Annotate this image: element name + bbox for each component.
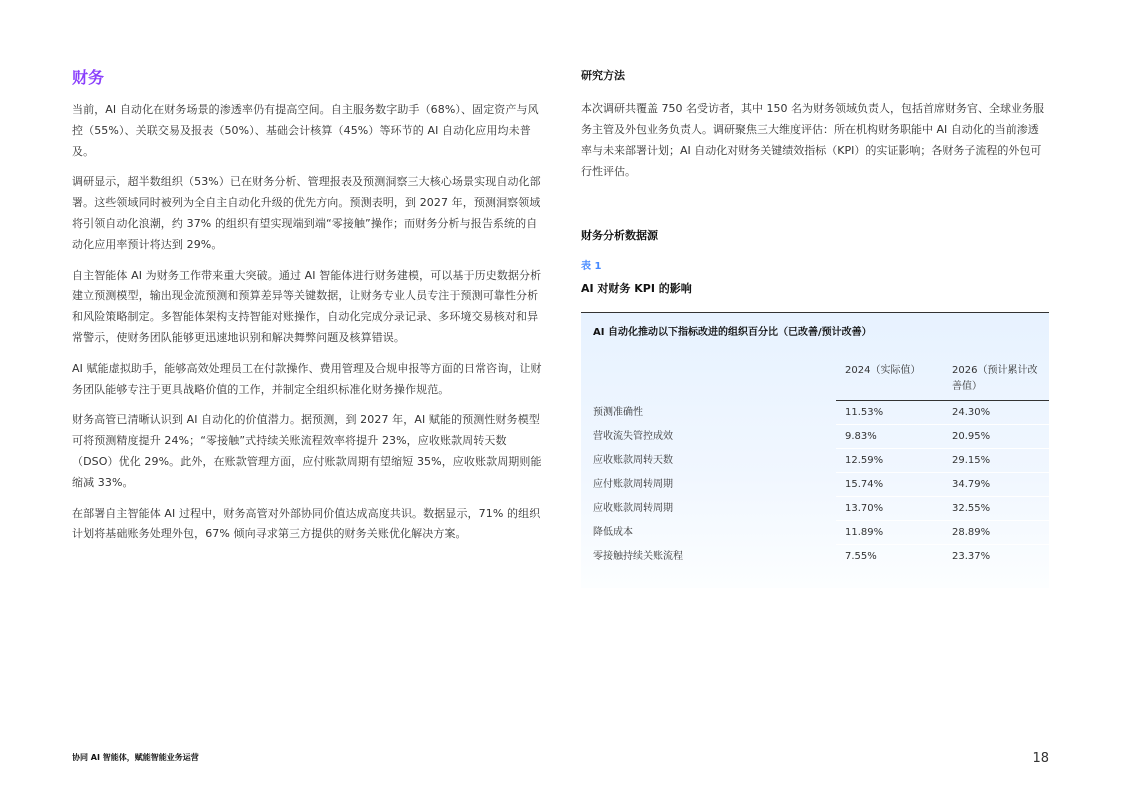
paragraph-1: 当前，AI 自动化在财务场景的渗透率仍有提高空间。自主服务数字助手（68%）、固定资产与风控（55%）、关联交易及报表（50%）、基础会计核算（45%）等环节的 AI 自动化应用均未普及。 bbox=[72, 103, 539, 158]
value-2024: 12.59% bbox=[845, 455, 884, 466]
column-header-2026: 2026（预计累计改善值） bbox=[952, 365, 1038, 392]
sidebar-column bbox=[581, 66, 1049, 588]
footer-title: 协同 AI 智能体，赋能智能业务运营 bbox=[72, 753, 199, 762]
section-title: 财务 bbox=[72, 68, 105, 87]
row-label: 预测准确性 bbox=[593, 407, 643, 418]
value-2024: 9.83% bbox=[845, 431, 877, 442]
row-label: 应收账款周转周期 bbox=[593, 503, 673, 514]
row-label: 零接触持续关账流程 bbox=[593, 551, 683, 562]
finance-section bbox=[72, 66, 542, 555]
method-text: 本次调研共覆盖 750 名受访者，其中 150 名为财务领域负责人，包括首席财务官、全球业务服务主管及外包业务负责人。调研聚焦三大维度评估：所在机构财务职能中 AI 自动化的当前渗透率与未来部署计划；AI 自动化对财务关键绩效指标（KPI）的实证影响；各财务子流程的外包可行性评估。 bbox=[581, 102, 1044, 178]
value-2026: 29.15% bbox=[952, 455, 991, 466]
table-label: 表 1 bbox=[581, 261, 602, 272]
table-row bbox=[581, 545, 1049, 569]
kpi-table bbox=[581, 312, 1049, 588]
row-label: 应付账款周转周期 bbox=[593, 479, 673, 490]
table-row bbox=[581, 473, 1049, 497]
data-source-title: 财务分析数据源 bbox=[581, 229, 658, 242]
table-row bbox=[581, 425, 1049, 449]
table-row bbox=[581, 449, 1049, 473]
value-2024: 13.70% bbox=[845, 503, 884, 514]
value-2026: 23.37% bbox=[952, 551, 991, 562]
paragraph-4: AI 赋能虚拟助手，能够高效处理员工在付款操作、费用管理及合规申报等方面的日常咨询，让财务团队能够专注于更具战略价值的工作，并制定全组织标准化财务操作规范。 bbox=[72, 361, 542, 396]
value-2026: 28.89% bbox=[952, 527, 991, 538]
value-2024: 15.74% bbox=[845, 479, 884, 490]
paragraph-6: 在部署自主智能体 AI 过程中，财务高管对外部协同价值达成高度共识。数据显示，71% 的组织计划将基础账务处理外包，67% 倾向寻求第三方提供的财务关账优化解决方案。 bbox=[72, 506, 541, 541]
row-label: 应收账款周转天数 bbox=[593, 455, 673, 466]
value-2026: 24.30% bbox=[952, 407, 991, 418]
row-label: 营收流失管控成效 bbox=[593, 431, 673, 442]
table-caption: AI 自动化推动以下指标改进的组织百分比（已改善/预计改善） bbox=[593, 327, 872, 338]
table-row bbox=[581, 401, 1049, 425]
paragraph-5: 财务高管已清晰认识到 AI 自动化的价值潜力。据预测，到 2027 年，AI 赋能的预测性财务模型可将预测精度提升 24%；“零接触”式持续关账流程效率将提升 23%，应收账款周转天数（DSO）优化 29%。此外，在账款管理方面，应付账款周期有望缩短 35%，应收账款周期则能缩减 33%。 bbox=[72, 413, 542, 489]
row-label: 降低成本 bbox=[593, 527, 633, 538]
value-2024: 11.89% bbox=[845, 527, 884, 538]
value-2026: 20.95% bbox=[952, 431, 991, 442]
column-header-2024: 2024（实际值） bbox=[845, 365, 921, 376]
method-title: 研究方法 bbox=[581, 69, 625, 82]
paragraph-3: 自主智能体 AI 为财务工作带来重大突破。通过 AI 智能体进行财务建模，可以基于历史数据分析建立预测模型，输出现金流预测和预算差异等关键数据，让财务专业人员专注于预测可靠性分析和风险策略制定。多智能体架构支持智能对账操作，自动化完成分录记录、多环境交易核对和异常警示，使财务团队能够更迅速地识别和解决舞弊问题及核算错误。 bbox=[72, 268, 542, 344]
value-2026: 32.55% bbox=[952, 503, 991, 514]
table-title: AI 对财务 KPI 的影响 bbox=[581, 282, 692, 295]
value-2024: 11.53% bbox=[845, 407, 884, 418]
table-body bbox=[581, 401, 1049, 569]
table-row bbox=[581, 521, 1049, 545]
table-row bbox=[581, 497, 1049, 521]
value-2026: 34.79% bbox=[952, 479, 991, 490]
paragraph-2: 调研显示，超半数组织（53%）已在财务分析、管理报表及预测洞察三大核心场景实现自动化部署。这些领域同时被列为全自主自动化升级的优先方向。预测表明，到 2027 年，预测洞察领域将引领自动化浪潮，约 37% 的组织有望实现端到端“零接触”操作；而财务分析与报告系统的自动化应用率预计将达到 29%。 bbox=[72, 175, 541, 251]
value-2024: 7.55% bbox=[845, 551, 877, 562]
page-number: 18 bbox=[1032, 751, 1049, 766]
